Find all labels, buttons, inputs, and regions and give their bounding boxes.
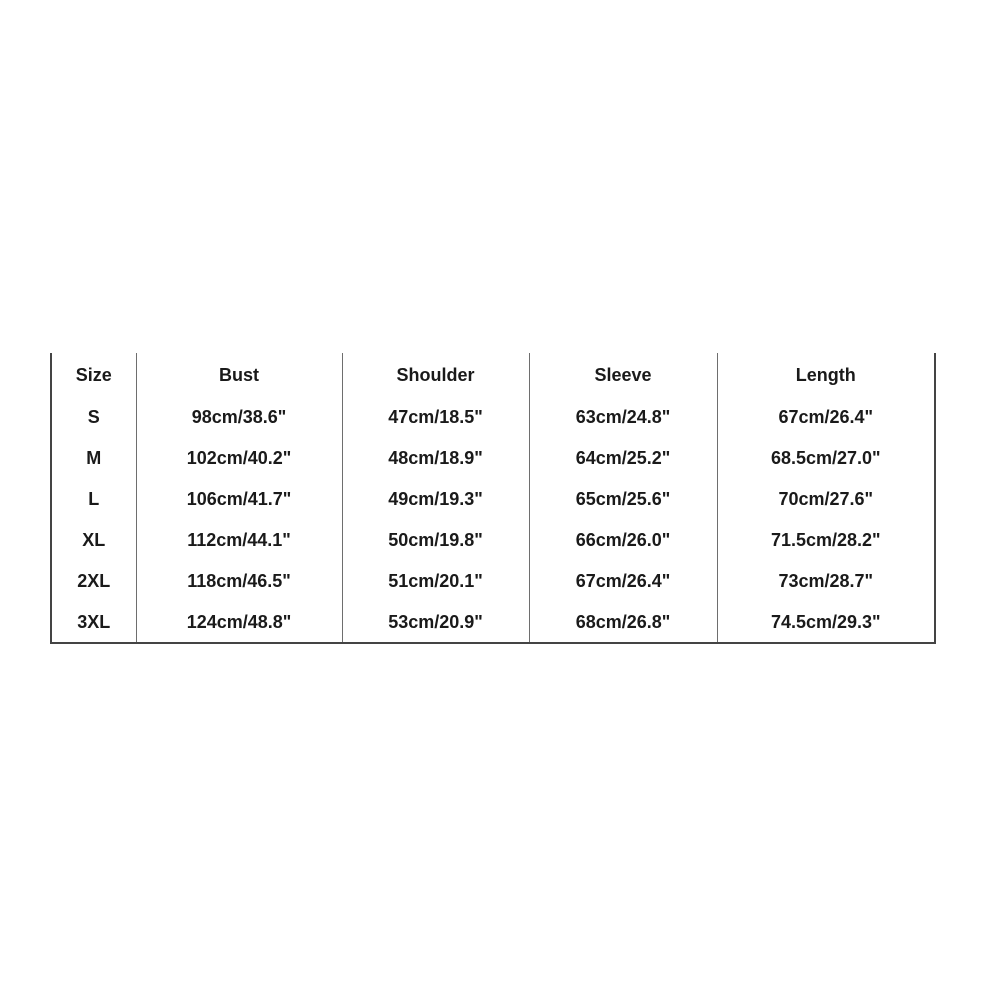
size-chart-table: [50, 353, 936, 644]
cell-sleeve: 65cm/25.6": [529, 479, 717, 520]
table-row: [51, 602, 935, 643]
cell-sleeve: 66cm/26.0": [529, 520, 717, 561]
cell-shoulder: 48cm/18.9": [342, 438, 529, 479]
cell-bust: 102cm/40.2": [136, 438, 342, 479]
cell-shoulder: 50cm/19.8": [342, 520, 529, 561]
cell-size: XL: [51, 520, 136, 561]
cell-shoulder: 49cm/19.3": [342, 479, 529, 520]
cell-shoulder: 51cm/20.1": [342, 561, 529, 602]
table-header-row: [51, 353, 935, 397]
table-row: [51, 438, 935, 479]
cell-sleeve: 67cm/26.4": [529, 561, 717, 602]
cell-bust: 124cm/48.8": [136, 602, 342, 643]
cell-bust: 106cm/41.7": [136, 479, 342, 520]
cell-length: 73cm/28.7": [717, 561, 935, 602]
cell-bust: 98cm/38.6": [136, 397, 342, 438]
table-row: [51, 397, 935, 438]
cell-sleeve: 63cm/24.8": [529, 397, 717, 438]
cell-shoulder: 47cm/18.5": [342, 397, 529, 438]
cell-shoulder: 53cm/20.9": [342, 602, 529, 643]
table-row: [51, 479, 935, 520]
cell-size: L: [51, 479, 136, 520]
header-size: Size: [51, 353, 136, 397]
cell-bust: 118cm/46.5": [136, 561, 342, 602]
header-bust: Bust: [136, 353, 342, 397]
cell-size: 3XL: [51, 602, 136, 643]
header-length: Length: [717, 353, 935, 397]
table-row: [51, 561, 935, 602]
header-sleeve: Sleeve: [529, 353, 717, 397]
cell-length: 70cm/27.6": [717, 479, 935, 520]
cell-sleeve: 68cm/26.8": [529, 602, 717, 643]
cell-size: M: [51, 438, 136, 479]
cell-length: 71.5cm/28.2": [717, 520, 935, 561]
cell-size: S: [51, 397, 136, 438]
cell-length: 68.5cm/27.0": [717, 438, 935, 479]
header-shoulder: Shoulder: [342, 353, 529, 397]
cell-size: 2XL: [51, 561, 136, 602]
cell-length: 74.5cm/29.3": [717, 602, 935, 643]
cell-sleeve: 64cm/25.2": [529, 438, 717, 479]
cell-bust: 112cm/44.1": [136, 520, 342, 561]
cell-length: 67cm/26.4": [717, 397, 935, 438]
table-row: [51, 520, 935, 561]
